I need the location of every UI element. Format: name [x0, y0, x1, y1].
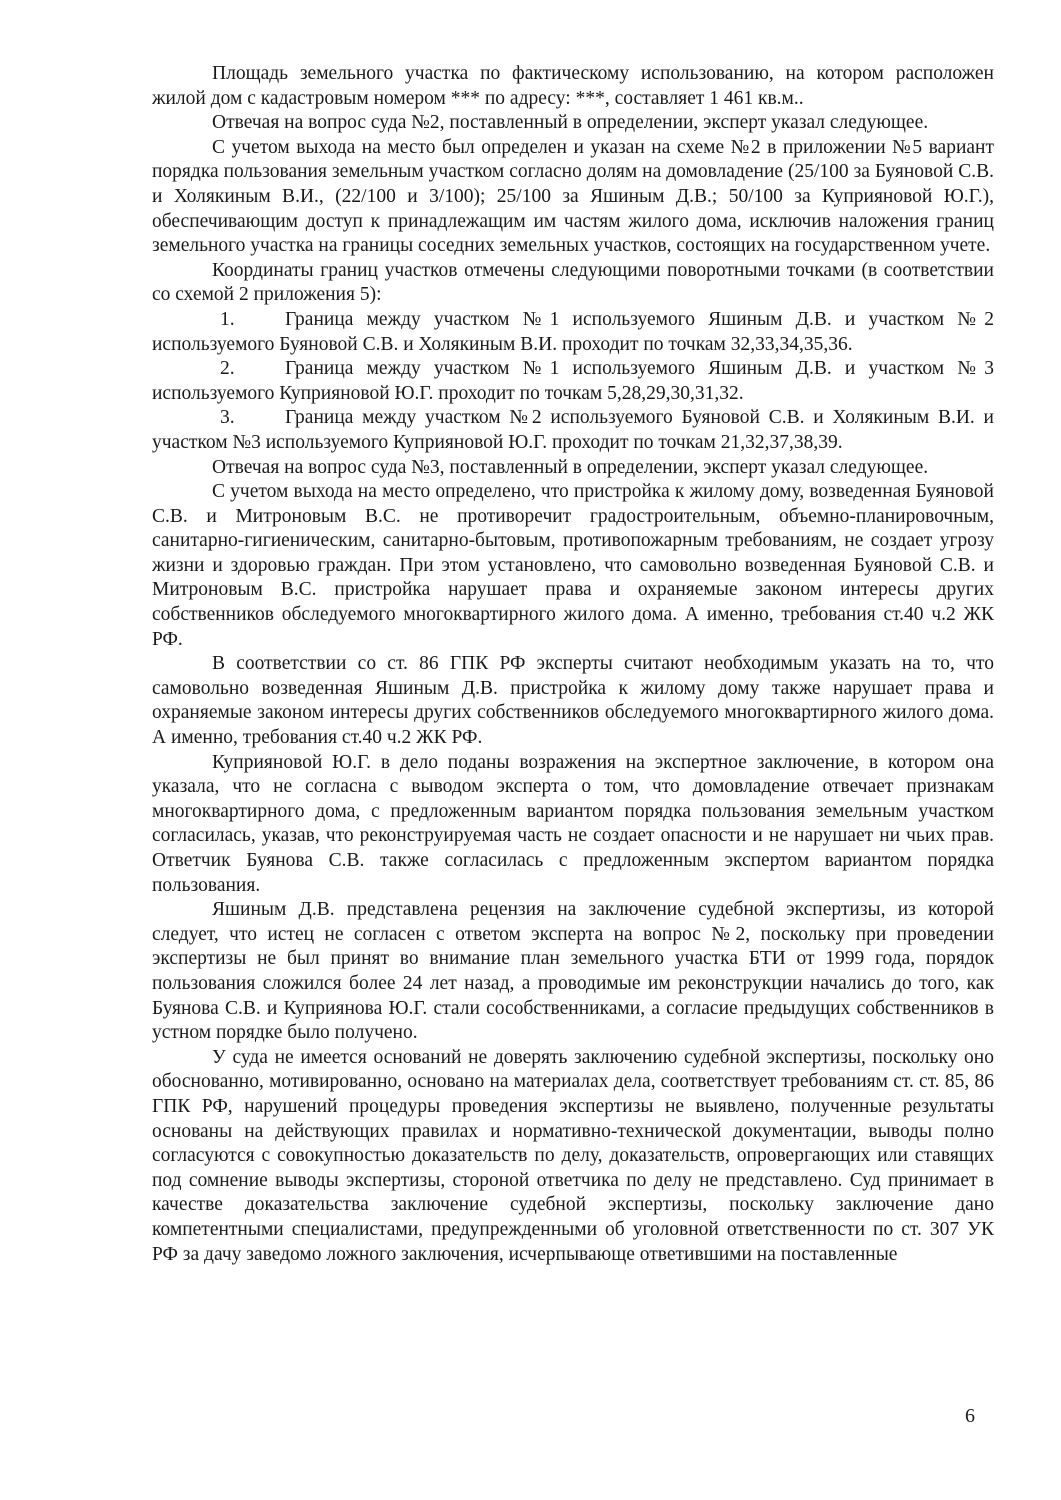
list-item [152, 406, 994, 455]
paragraph: С учетом выхода на место был определен и указан на схеме №2 в приложении №5 вариант порядка пользования земельным участком согласно долям на домовладение (25/100 за Буяновой С.В. и Холякиным В.И., (22/100 и 3/100); 25/100 за Яшиным Д.В.; 50/100 за Куприяновой Ю.Г.), обеспечивающим доступ к принадлежащим им частям жилого дома, исключив наложения границ земельного участка на границы соседних земельных участков, состоящих на государственном учете. [152, 136, 994, 257]
paragraph: Координаты границ участков отмечены следующими поворотными точками (в соответствии со схемой 2 приложения 5): [152, 259, 994, 306]
list-item [152, 308, 994, 357]
paragraph: У суда не имеется оснований не доверять заключению судебной экспертизы, поскольку оно обоснованно, мотивированно, основано на материалах дела, соответствует требованиям ст. ст. 85, 86 ГПК РФ, нарушений процедуры проведения экспертизы не выявлено, полученные результаты основаны на действующих правилах и нормативно-технической документации, выводы полно согласуются с совокупностью доказательств по делу, доказательств, опровергающих или ставящих под сомнение выводы экспертизы, стороной ответчика по делу не представлено. Суд принимает в качестве доказательства заключение судебной экспертизы, поскольку заключение дано компетентными специалистами, предупрежденными об уголовной ответственности по ст. 307 УК РФ за дачу заведомо ложного заключения, исчерпывающе ответившими на поставленные [152, 1046, 994, 1265]
paragraph: Площадь земельного участка по фактическому использованию, на котором расположен жилой дом с кадастровым номером *** по адресу: ***, составляет 1 461 кв.м.. [152, 63, 994, 109]
list-item-number: 3. [220, 407, 235, 429]
list-item-text: Граница между участком №1 используемого Яшиным Д.В. и участком №2 используемого Буяновой С.В. и Холякиным В.И. проходит по точкам 32,33,34,35,36. [152, 308, 994, 355]
paragraph: Яшиным Д.В. представлена рецензия на заключение судебной экспертизы, из которой следует, что истец не согласен с ответом эксперта на вопрос №2, поскольку при проведении экспертизы не был принят во внимание план земельного участка БТИ от 1999 года, порядок пользования сложился более 24 лет назад, а проводимые им реконструкции начались до того, как Буянова С.В. и Куприянова Ю.Г. стали сособственниками, а согласие предыдущих собственников в устном порядке было получено. [152, 899, 994, 1044]
paragraph: Отвечая на вопрос суда №2, поставленный в определении, эксперт указал следующее. [212, 112, 929, 134]
paragraph: В соответствии со ст. 86 ГПК РФ эксперты считают необходимым указать на то, что самовольно возведенная Яшиным Д.В. пристройка к жилому дому также нарушает права и охраняемые законом интересы других собственников обследуемого многоквартирного жилого дома. А именно, требования ст.40 ч.2 ЖК РФ. [152, 653, 994, 749]
list-item-number: 1. [220, 308, 235, 330]
document-body [152, 62, 994, 1267]
list-item [152, 357, 994, 406]
list-item-number: 2. [220, 358, 235, 380]
paragraph: Куприяновой Ю.Г. в дело поданы возражения на экспертное заключение, в котором она указала, что не согласна с выводом эксперта о том, что домовладение отвечает признакам многоквартирного дома, с предложенным вариантом порядка пользования земельным участком согласилась, указав, что реконструируемая часть не создает опасности и не нарушает ни чьих прав. Ответчик Буянова С.В. также согласилась с предложенным экспертом вариантом порядка пользования. [152, 751, 994, 896]
page-number: 6 [965, 1405, 975, 1427]
paragraph: С учетом выхода на место определено, что пристройка к жилому дому, возведенная Буяновой С.В. и Митроновым В.С. не противоречит градостроительным, объемно-планировочным, санитарно-гигиеническим, санитарно-бытовым, противопожарным требованиям, не создает угрозу жизни и здоровью граждан. При этом установлено, что самовольно возведенная Буяновой С.В. и Митроновым В.С. пристройка нарушает права и охраняемые законом интересы других собственников обследуемого многоквартирного жилого дома. А именно, требования ст.40 ч.2 ЖК РФ. [152, 481, 994, 650]
list-item-text: Граница между участком №2 используемого Буяновой С.В. и Холякиным В.И. и участком №3 используемого Куприяновой Ю.Г. проходит по точкам 21,32,37,38,39. [152, 407, 994, 453]
paragraph: Отвечая на вопрос суда №3, поставленный в определении, эксперт указал следующее. [212, 456, 929, 478]
list-item-text: Граница между участком №1 используемого Яшиным Д.В. и участком №3 используемого Куприяновой Ю.Г. проходит по точкам 5,28,29,30,31,32. [152, 358, 994, 404]
